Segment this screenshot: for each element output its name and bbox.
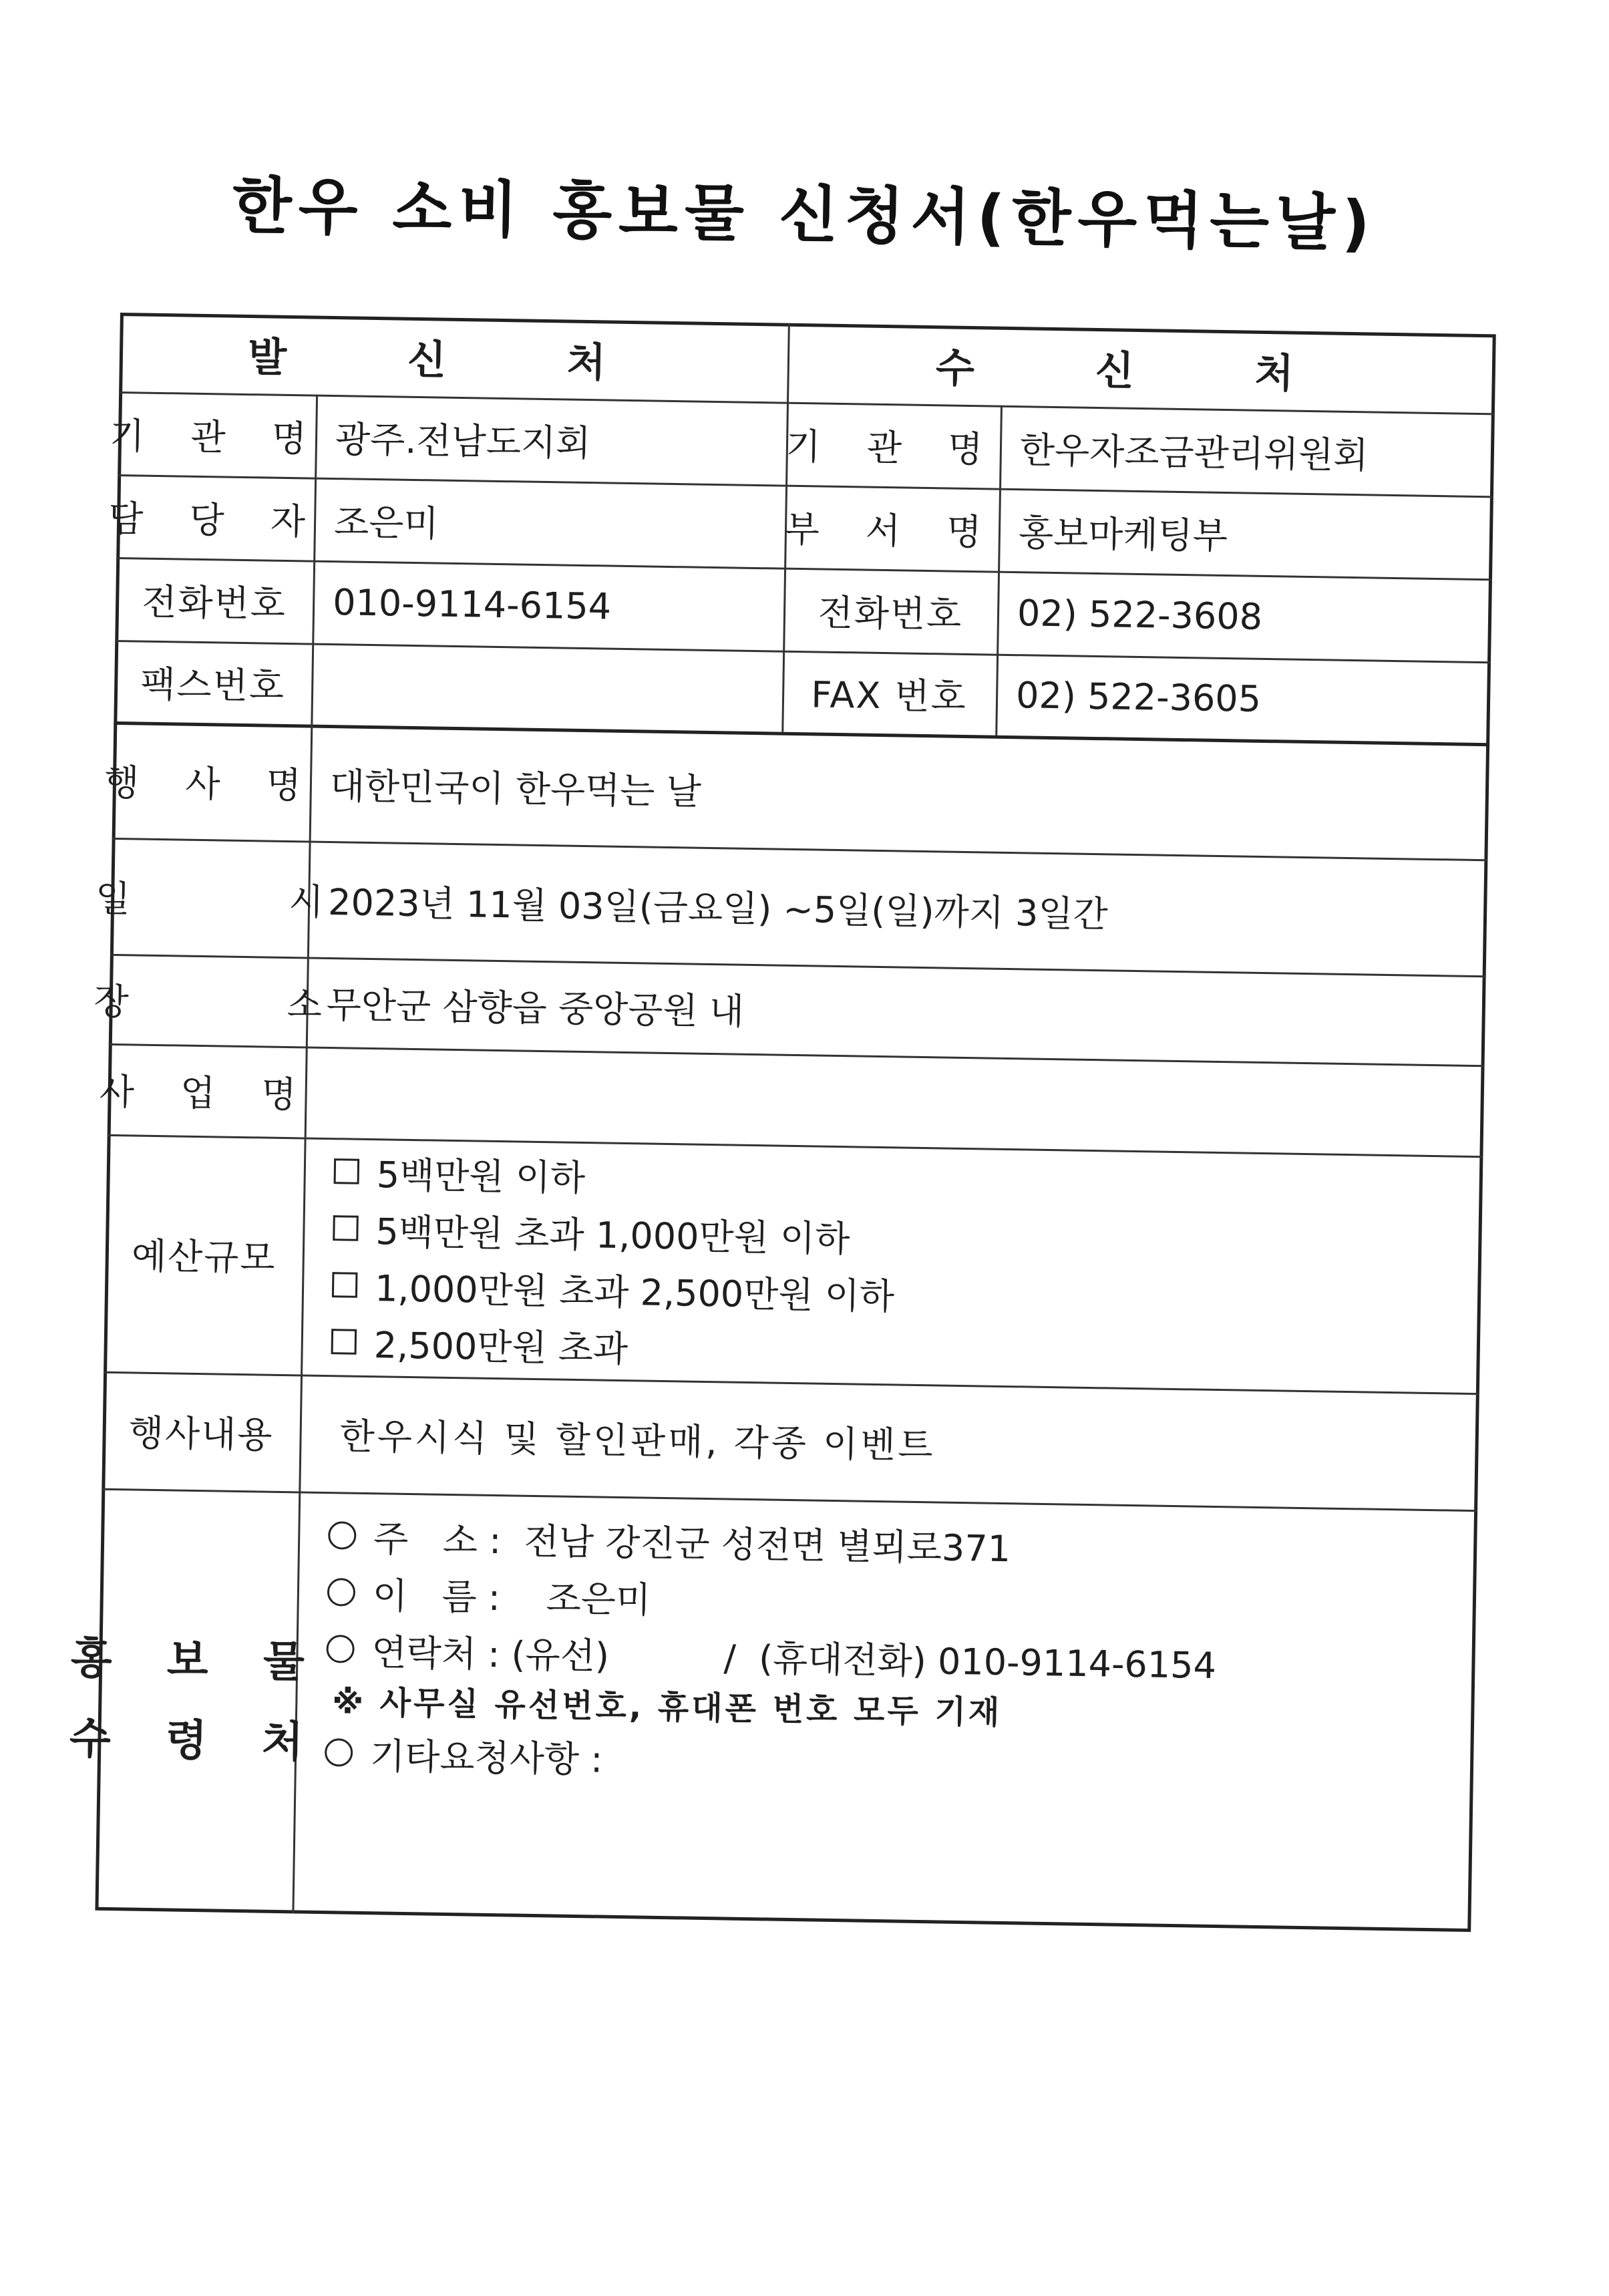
delivery-name-text: 이 름 : 조은미: [372, 1574, 651, 1621]
event-content-value: 한우시식 및 할인판매, 각종 이벤트: [339, 1415, 936, 1467]
checkbox-icon[interactable]: [332, 1272, 358, 1298]
sender-org-label: 기 관 명: [109, 414, 325, 460]
sender-contact-label: 담 당 자: [108, 497, 323, 543]
delivery-other-text: 기타요청사항 :: [369, 1734, 603, 1781]
event-content-label: 행사내용: [128, 1412, 274, 1456]
application-form: [69, 313, 1495, 1932]
event-place-value: 무안군 삼향읍 중앙공원 내: [326, 983, 745, 1033]
event-date-value: 2023년 11월 03일(금요일) ~5일(일)까지 3일간: [327, 880, 1109, 935]
delivery-name: [327, 1565, 651, 1624]
sender-org-value: 광주.전남도지회: [335, 418, 591, 464]
receiver-dept-label: 부 서 명: [784, 508, 999, 554]
budget-option-label: 5백만원 초과 1,000만원 이하: [375, 1210, 850, 1260]
delivery-contact-text: 연락처 : (유선) / (휴대전화) 010-9114-6154: [371, 1631, 1217, 1687]
project-name-value: [305, 1046, 1505, 1156]
receiver-org-value: 한우자조금관리위원회: [1019, 428, 1369, 476]
receiver-fax-value: 02) 522-3605: [1015, 673, 1262, 720]
budget-option[interactable]: [333, 1144, 586, 1202]
delivery-label: [69, 1488, 325, 1914]
page-title: 한우 소비 홍보물 신청서(한우먹는날): [232, 170, 1377, 260]
budget-option-label: 2,500만원 초과: [373, 1323, 629, 1370]
budget-option[interactable]: [332, 1258, 895, 1320]
budget-label: 예산규모: [131, 1235, 277, 1279]
sender-fax-value: [311, 643, 803, 733]
delivery-address-text: 주 소 : 전남 강진군 성전면 별뫼로371: [373, 1517, 1011, 1570]
bullet-circle-icon: [325, 1738, 353, 1767]
event-name-value: 대한민국이 한우먹는 날: [329, 764, 702, 813]
bullet-circle-icon: [326, 1635, 355, 1663]
event-name-label: 행 사 명: [104, 761, 319, 807]
budget-option-label: 5백만원 이하: [376, 1153, 586, 1199]
receiver-phone-value: 02) 522-3608: [1017, 591, 1263, 638]
bullet-circle-icon: [328, 1521, 357, 1550]
sender-header: 발 신 처: [247, 334, 660, 387]
receiver-header: 수 신 처: [935, 345, 1348, 398]
checkbox-icon[interactable]: [333, 1215, 359, 1241]
event-place-label: 장 소: [94, 980, 396, 1027]
delivery-label-line1: 홍 보 물: [70, 1634, 325, 1688]
checkbox-icon[interactable]: [331, 1329, 357, 1355]
bullet-circle-icon: [327, 1578, 356, 1607]
checkbox-icon[interactable]: [334, 1158, 360, 1184]
event-date-label: 일 시: [95, 877, 397, 925]
receiver-fax-label: FAX 번호: [810, 673, 968, 718]
sender-fax-label: 팩스번호: [140, 663, 286, 707]
sender-contact-value: 조은미: [333, 500, 439, 545]
budget-option-label: 1,000만원 초과 2,500만원 이하: [374, 1267, 895, 1317]
receiver-phone-label: 전화번호: [818, 591, 963, 636]
project-name-label: 사 업 명: [99, 1070, 315, 1116]
delivery-note: ※ 사무실 유선번호, 휴대폰 번호 모두 기재: [331, 1683, 1003, 1732]
budget-option[interactable]: [331, 1315, 629, 1373]
delivery-other: [325, 1726, 604, 1784]
budget-option[interactable]: [333, 1201, 850, 1263]
receiver-org-label: 기 관 명: [785, 425, 1001, 471]
sender-phone-label: 전화번호: [141, 581, 287, 625]
receiver-dept-value: 홍보마케팅부: [1018, 511, 1228, 557]
delivery-address: [328, 1508, 1011, 1573]
delivery-label-line2: 수 령 처: [69, 1714, 324, 1768]
sender-phone-value: 010-9114-6154: [332, 581, 612, 628]
